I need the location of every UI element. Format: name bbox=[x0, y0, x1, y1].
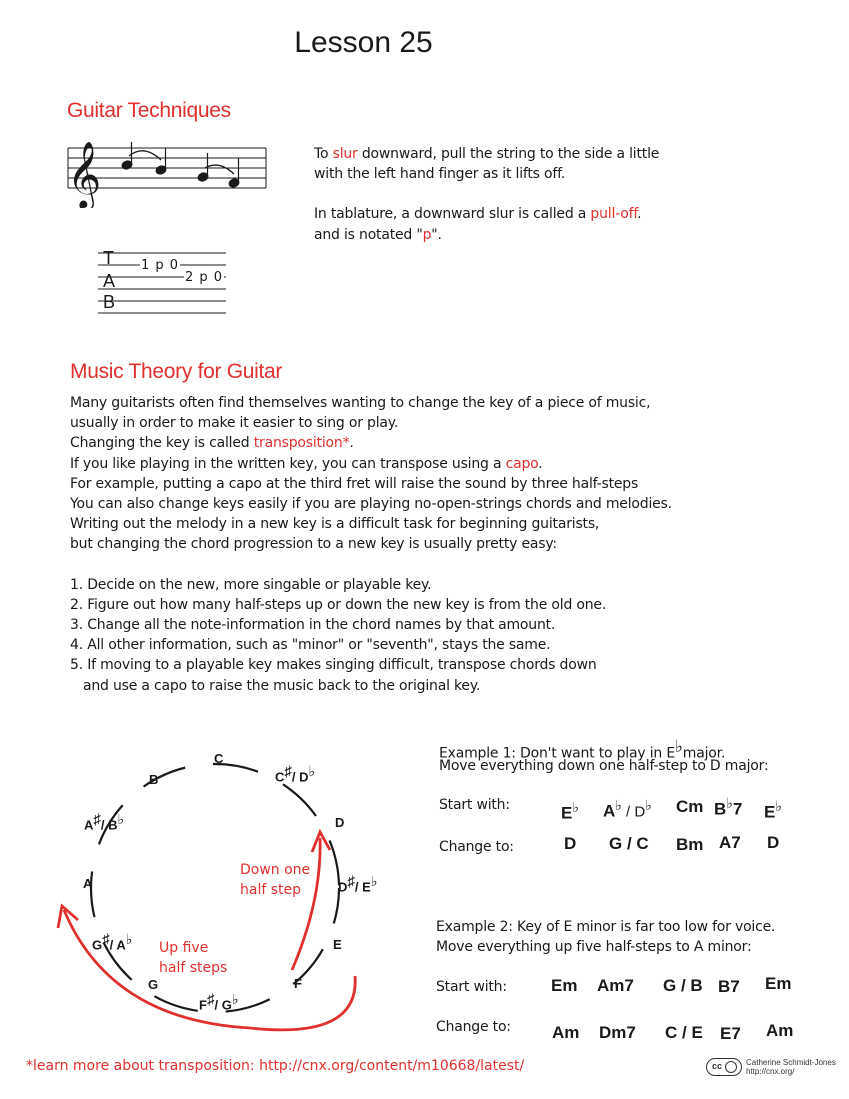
example2-change-label: Change to: bbox=[436, 1019, 511, 1035]
theory-line: For example, putting a capo at the third fret will raise the sound by three half-steps bbox=[70, 475, 639, 492]
step-item: 2. Figure out how many half-steps up or down the new key is from the old one. bbox=[70, 596, 607, 613]
ex1-start-chord: E♭ bbox=[561, 799, 579, 823]
note-f: F bbox=[294, 976, 302, 991]
step-item: 3. Change all the note-information in the chord names by that amount. bbox=[70, 617, 556, 634]
note-fs-gb: F♯/ G♭ bbox=[199, 991, 239, 1013]
tab-notes-2: 2 p 0 bbox=[185, 270, 224, 285]
footer-link[interactable]: *learn more about transposition: http://cnx.org/content/m10668/latest/ bbox=[26, 1058, 525, 1074]
technique-text-line3: In tablature, a downward slur is called a pull-off. bbox=[314, 206, 642, 222]
technique-text-line1: To slur downward, pull the string to the side a little bbox=[314, 146, 660, 162]
example1-start-label: Start with: bbox=[439, 797, 510, 813]
note-a: A bbox=[83, 876, 93, 891]
ex2-change-chord: E7 bbox=[720, 1024, 741, 1043]
theory-line: If you like playing in the written key, you can transpose using a capo. bbox=[70, 455, 543, 472]
credit-author: Catherine Schmidt-Jones bbox=[746, 1058, 836, 1067]
note-ds-eb: D♯/ E♭ bbox=[338, 873, 378, 895]
note-e: E bbox=[333, 937, 342, 952]
example1-line1: Example 1: Don't want to play in E♭major. bbox=[439, 737, 726, 762]
note-b: B bbox=[149, 772, 159, 787]
ex2-start-chord: Em bbox=[765, 974, 792, 993]
ex1-start-chord: B♭7 bbox=[714, 795, 743, 819]
ex2-start-chord: Am7 bbox=[597, 976, 634, 995]
down-one-label: Down one half step bbox=[240, 862, 311, 898]
example1-line2: Move everything down one half-step to D major: bbox=[439, 758, 769, 774]
ex1-start-chord: A♭ / D♭ bbox=[603, 797, 652, 821]
ex1-change-chord: Bm bbox=[676, 835, 704, 854]
ex2-start-chord: B7 bbox=[718, 977, 740, 996]
treble-clef-icon: 𝄞 bbox=[67, 140, 102, 208]
theory-line: usually in order to make it easier to sing or play. bbox=[70, 415, 399, 432]
cc-text: cc bbox=[712, 1061, 723, 1071]
ex1-change-chord: G / C bbox=[609, 834, 649, 853]
example1-change-label: Change to: bbox=[439, 839, 514, 855]
tab-notes-1: 1 p 0 bbox=[141, 258, 180, 273]
down-arrow bbox=[292, 838, 320, 970]
attribution-icon bbox=[725, 1061, 737, 1073]
technique-text-line2: with the left hand finger as it lifts off. bbox=[314, 166, 566, 182]
tab-letter-b: B bbox=[103, 292, 116, 312]
tab-letter-a: A bbox=[103, 271, 116, 291]
section-heading-techniques: Guitar Techniques bbox=[67, 99, 231, 122]
ex1-start-chord: E♭ bbox=[764, 798, 782, 822]
note-d: D bbox=[335, 815, 345, 830]
example2-start-label: Start with: bbox=[436, 979, 507, 995]
example2-line1: Example 2: Key of E minor is far too low for voice. bbox=[436, 919, 776, 935]
ex2-start-chord: G / B bbox=[663, 976, 703, 995]
ex1-change-chord: D bbox=[564, 834, 577, 853]
page-title: Lesson 25 bbox=[294, 26, 433, 59]
example2-line2: Move everything up five half-steps to A minor: bbox=[436, 939, 752, 955]
ex2-change-chord: C / E bbox=[665, 1023, 703, 1042]
theory-paragraph bbox=[70, 393, 672, 696]
section-heading-theory: Music Theory for Guitar bbox=[70, 360, 283, 383]
credit-url: http://cnx.org/ bbox=[746, 1067, 795, 1076]
note-as-bb: A♯/ B♭ bbox=[84, 811, 125, 833]
note-gs-ab: G♯/ A♭ bbox=[92, 931, 133, 953]
ex2-change-chord: Am bbox=[552, 1023, 580, 1042]
ex2-change-chord: Am bbox=[766, 1021, 794, 1040]
theory-line: You can also change keys easily if you are playing no-open-strings chords and melodies. bbox=[70, 496, 672, 513]
ex2-start-chord: Em bbox=[551, 976, 578, 995]
ex2-change-chord: Dm7 bbox=[599, 1023, 636, 1042]
theory-line: Many guitarists often find themselves wanting to change the key of a piece of music, bbox=[70, 395, 651, 411]
ex1-start-chord: Cm bbox=[676, 797, 704, 816]
step-item: 1. Decide on the new, more singable or playable key. bbox=[70, 576, 432, 593]
step-item: 4. All other information, such as "minor" or "seventh", stays the same. bbox=[70, 637, 551, 654]
tab-letter-t: T bbox=[103, 248, 114, 268]
step-item: and use a capo to raise the music back to the original key. bbox=[83, 677, 481, 694]
note-cs-db: C♯/ D♭ bbox=[275, 763, 316, 785]
up-five-label: Up five half steps bbox=[159, 940, 228, 976]
ex1-change-chord: D bbox=[767, 833, 780, 852]
credit-block bbox=[746, 1058, 836, 1076]
note-g: G bbox=[148, 977, 159, 992]
technique-text-line4: and is notated "p". bbox=[314, 227, 442, 243]
ex1-change-chord: A7 bbox=[719, 833, 741, 852]
theory-line: but changing the chord progression to a new key is usually pretty easy: bbox=[70, 536, 557, 553]
theory-line: Writing out the melody in a new key is a difficult task for beginning guitarists, bbox=[70, 516, 600, 533]
theory-line: Changing the key is called transposition*. bbox=[70, 435, 354, 452]
music-staff bbox=[64, 140, 270, 208]
step-item: 5. If moving to a playable key makes singing difficult, transpose chords down bbox=[70, 657, 597, 674]
note-c: C bbox=[214, 751, 224, 766]
cc-license-icon bbox=[706, 1058, 742, 1076]
